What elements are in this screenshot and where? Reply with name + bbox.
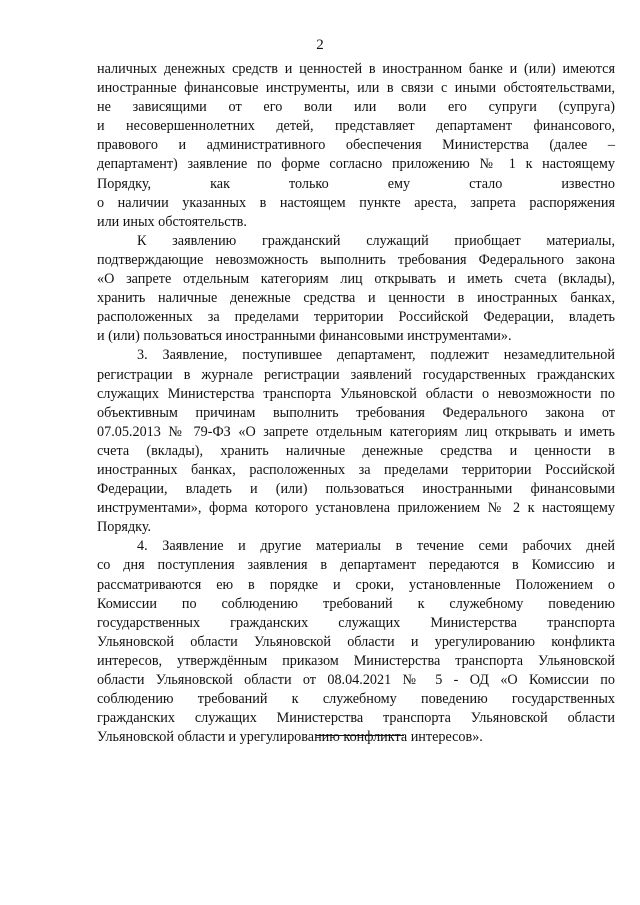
page-number: 2 — [316, 37, 324, 53]
end-separator-line — [316, 735, 404, 736]
text-line: и несовершеннолетних детей, представляет департамент финансового, — [97, 118, 615, 135]
text-line: со дня поступления заявления в департамент передаются в Комиссию и — [97, 557, 615, 574]
text-line: служащих Министерства транспорта Ульяновской области о невозможности по — [97, 385, 615, 402]
text-line: Ульяновской области Ульяновской области и урегулированию конфликта — [97, 633, 615, 650]
text-line: соблюдению требований к служебному поведению государственных — [97, 691, 615, 708]
text-line: хранить наличные денежные средства и ценности в иностранных банках, — [97, 290, 615, 307]
text-line: Порядку. — [97, 519, 152, 536]
text-line: наличных денежных средств и ценностей в иностранном банке и (или) имеются — [97, 61, 615, 77]
text-line: 07.05.2013 № 79-ФЗ «О запрете отдельным категориям лиц открывать и иметь — [97, 423, 615, 440]
text-line: объективным причинам выполнить требования Федерального закона от — [97, 404, 615, 421]
text-line: «О запрете отдельным категориям лиц открывать и иметь счета (вклады), — [97, 271, 615, 288]
document-body — [97, 60, 615, 747]
text-line: Ульяновской области и урегулированию конфликта интересов». — [97, 729, 483, 746]
text-line: гражданских служащих Министерства транспорта Ульяновской области — [97, 710, 615, 727]
text-line: рассматриваются ею в порядке и сроки, установленные Положением о — [97, 576, 615, 593]
text-line: правового и административного обеспечения Министерства (далее – — [97, 137, 615, 154]
text-line: 3. Заявление, поступившее департамент, подлежит незамедлительной — [137, 347, 615, 364]
text-line: подтверждающие невозможность выполнить требования Федерального закона — [97, 251, 615, 268]
paragraph-item-4 — [97, 537, 615, 747]
text-line: счета (вклады), хранить наличные денежные средства и ценности в — [97, 442, 615, 459]
text-line: государственных гражданских служащих Министерства транспорта — [97, 614, 615, 631]
text-line: расположенных за пределами территории Российской Федерации, владеть — [97, 309, 615, 326]
text-line: К заявлению гражданский служащий приобщает материалы, — [137, 232, 615, 249]
text-line: инструментами», форма которого установлена приложением № 2 к настоящему — [97, 500, 615, 517]
text-line: регистрации в журнале регистрации заявлений государственных гражданских — [97, 366, 615, 383]
text-line: 4. Заявление и другие материалы в течение семи рабочих дней — [137, 538, 615, 555]
text-line: иностранные финансовые инструменты, или в связи с иными обстоятельствами, — [97, 80, 615, 97]
text-line: интересов, утверждённым приказом Министерства транспорта Ульяновской — [97, 652, 615, 669]
text-line: иностранных банках, расположенных за пределами территории Российской — [97, 461, 615, 478]
text-line: области Ульяновской области от 08.04.2021 № 5 - ОД «О Комиссии по — [97, 672, 615, 688]
text-line: не зависящими от его воли или воли его супруги (супруга) — [97, 99, 615, 116]
text-line: и (или) пользоваться иностранными финансовыми инструментами». — [97, 328, 512, 345]
text-line: Порядку, как только ему стало известно — [97, 175, 615, 192]
text-line: Федерации, владеть и (или) пользоваться иностранными финансовыми — [97, 481, 615, 498]
text-line: департамент) заявление по форме согласно приложению № 1 к настоящему — [97, 156, 615, 173]
text-line: Комиссии по соблюдению требований к служебному поведению — [97, 595, 615, 612]
text-line: о наличии указанных в настоящем пункте ареста, запрета распоряжения — [97, 194, 615, 211]
paragraph-item-3 — [97, 346, 615, 537]
text-line: или иных обстоятельств. — [97, 213, 247, 230]
paragraph-materials — [97, 232, 615, 347]
paragraph-continuation — [97, 60, 615, 232]
